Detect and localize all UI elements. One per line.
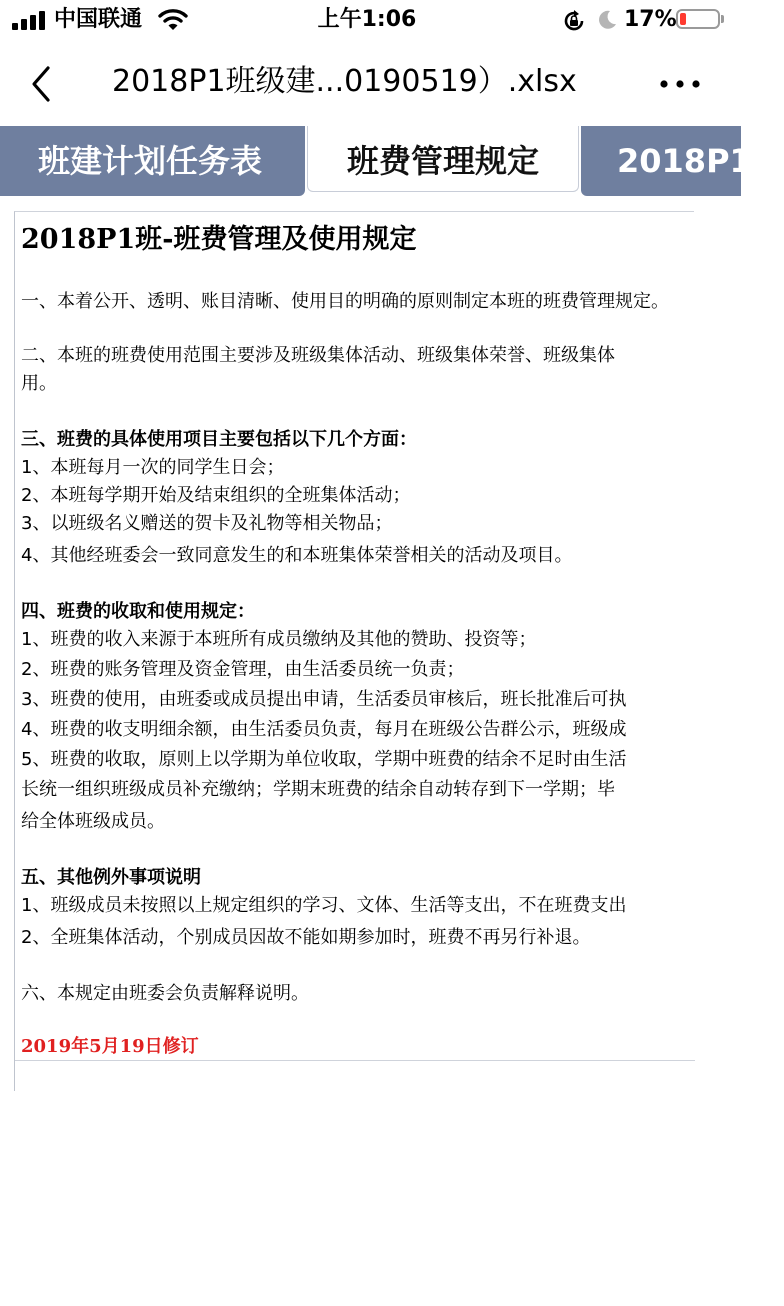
tab-fee-rules[interactable]: 班费管理规定	[307, 126, 579, 192]
list-item: 3、班费的使用，由班委或成员提出申请，生活委员审核后，班长批准后可执	[21, 689, 627, 710]
battery-level	[680, 13, 686, 25]
paragraph-line: 用。	[21, 373, 57, 394]
list-item: 4、班费的收支明细余额，由生活委员负责，每月在班级公告群公示，班级成	[21, 719, 627, 740]
list-item: 1、班级成员未按照以上规定组织的学习、文体、生活等支出，不在班费支出	[21, 895, 627, 916]
list-item: 3、以班级名义赠送的贺卡及礼物等相关物品；	[21, 513, 393, 534]
sheet-title: 2018P1班-班费管理及使用规定	[21, 224, 417, 255]
rotation-lock-icon	[562, 9, 586, 33]
list-item: 2、全班集体活动，个别成员因故不能如期参加时，班费不再另行补退。	[21, 927, 591, 948]
section-heading: 四、班费的收取和使用规定：	[21, 601, 255, 622]
section-heading: 三、班费的具体使用项目主要包括以下几个方面：	[21, 429, 417, 450]
more-icon[interactable]	[656, 66, 706, 102]
paragraph-line: 一、本着公开、透明、账目清晰、使用目的明确的原则制定本班的班费管理规定。	[21, 291, 669, 312]
section-heading: 五、其他例外事项说明	[21, 867, 201, 888]
nav-bar	[0, 44, 734, 124]
paragraph-line: 二、本班的班费使用范围主要涉及班级集体活动、班级集体荣誉、班级集体	[21, 345, 615, 366]
status-bar	[0, 0, 734, 40]
sheet-content	[14, 211, 694, 1091]
list-item: 4、其他经班委会一致同意发生的和本班集体荣誉相关的活动及项目。	[21, 545, 573, 566]
list-item: 2、本班每学期开始及结束组织的全班集体活动；	[21, 485, 411, 506]
clock: 上午1:06	[317, 7, 417, 32]
battery-tip	[721, 15, 724, 23]
list-item: 5、班费的收取，原则上以学期为单位收取，学期中班费的结余不足时由生活	[21, 749, 627, 770]
row-divider	[15, 1060, 695, 1061]
file-title: 2018P1班级建...0190519）.xlsx	[112, 64, 577, 99]
list-item: 2、班费的账务管理及资金管理，由生活委员统一负责；	[21, 659, 465, 680]
tab-2018p1[interactable]: 2018P1班	[581, 126, 741, 196]
paragraph-line: 六、本规定由班委会负责解释说明。	[21, 983, 309, 1004]
battery-percent: 17%	[624, 7, 677, 32]
list-item: 1、班费的收入来源于本班所有成员缴纳及其他的赞助、投资等；	[21, 629, 537, 650]
carrier-name: 中国联通	[54, 7, 143, 32]
list-item: 给全体班级成员。	[21, 811, 165, 832]
list-item: 1、本班每月一次的同学生日会；	[21, 457, 285, 478]
sheet-tab-strip	[0, 126, 784, 196]
list-item: 长统一组织班级成员补充缴纳；学期末班费的结余自动转存到下一学期；毕	[21, 779, 615, 800]
tab-plan[interactable]: 班建计划任务表	[0, 126, 305, 196]
moon-icon	[596, 9, 618, 31]
chevron-left-icon[interactable]	[20, 62, 64, 106]
battery-icon	[676, 9, 720, 29]
revision-date: 2019年5月19日修订	[21, 1036, 199, 1057]
